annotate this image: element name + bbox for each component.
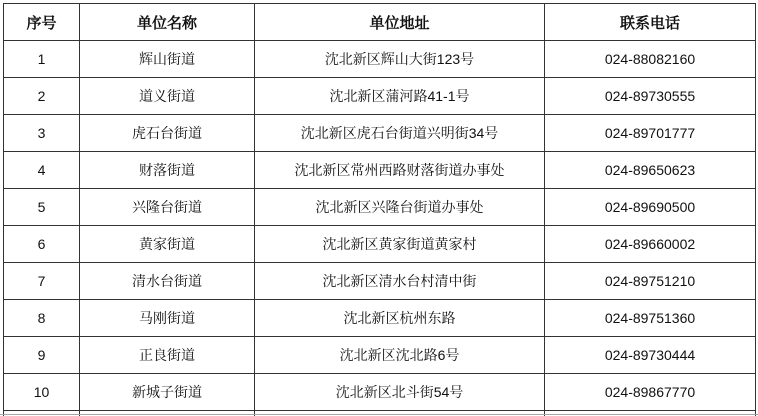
cell-seq: 7 [4, 263, 80, 300]
cell-name: 新城子街道 [80, 374, 255, 411]
cell-name: 虎石台街道 [80, 115, 255, 152]
cell-phone: 024-89650623 [545, 152, 756, 189]
table-row [4, 115, 756, 152]
table-row [4, 78, 756, 115]
cell-name: 黄家街道 [80, 226, 255, 263]
cell-seq: 9 [4, 337, 80, 374]
column-header-name: 单位名称 [80, 4, 255, 41]
cell-address: 沈北新区黄家街道黄家村 [255, 226, 545, 263]
table-row [4, 263, 756, 300]
cell-phone: 024-88082160 [545, 41, 756, 78]
table-row [4, 152, 756, 189]
cell-address: 沈北新区杭州东路 [255, 300, 545, 337]
cell-phone: 024-89751360 [545, 300, 756, 337]
cell-seq: 4 [4, 152, 80, 189]
table-row [4, 41, 756, 78]
cell-address: 沈北新区蒲河路41-1号 [255, 78, 545, 115]
cell-seq: 3 [4, 115, 80, 152]
cell-name: 辉山街道 [80, 41, 255, 78]
cell-address: 沈北新区辉山大街123号 [255, 41, 545, 78]
cell-address: 沈北新区兴隆台街道办事处 [255, 189, 545, 226]
cell-address: 沈北新区北斗街54号 [255, 374, 545, 411]
table-row [4, 189, 756, 226]
cell-seq: 1 [4, 41, 80, 78]
cell-seq: 10 [4, 374, 80, 411]
header-row [4, 4, 756, 41]
cell-phone: 024-89751210 [545, 263, 756, 300]
cell-seq: 2 [4, 78, 80, 115]
cell-seq: 8 [4, 300, 80, 337]
cell-name: 道义街道 [80, 78, 255, 115]
cell-name: 财落街道 [80, 152, 255, 189]
cell-name: 正良街道 [80, 337, 255, 374]
cell-phone: 024-89730444 [545, 337, 756, 374]
column-header-phone: 联系电话 [545, 4, 756, 41]
street-office-contact-table [3, 3, 756, 416]
column-header-seq: 序号 [4, 4, 80, 41]
cell-address: 沈北新区清水台村清中街 [255, 263, 545, 300]
cell-phone: 024-89690500 [545, 189, 756, 226]
cell-name: 兴隆台街道 [80, 189, 255, 226]
table-row [4, 337, 756, 374]
cell-address: 沈北新区常州西路财落街道办事处 [255, 152, 545, 189]
table-row [4, 374, 756, 411]
table-row [4, 226, 756, 263]
cell-address: 沈北新区虎石台街道兴明街34号 [255, 115, 545, 152]
column-header-address: 单位地址 [255, 4, 545, 41]
cell-seq: 5 [4, 189, 80, 226]
cell-seq: 6 [4, 226, 80, 263]
table-row [4, 300, 756, 337]
cell-phone: 024-89867770 [545, 374, 756, 411]
cell-name: 清水台街道 [80, 263, 255, 300]
cell-phone: 024-89701777 [545, 115, 756, 152]
cell-name: 马刚街道 [80, 300, 255, 337]
bottom-edge-line [0, 414, 758, 415]
cell-address: 沈北新区沈北路6号 [255, 337, 545, 374]
cell-phone: 024-89660002 [545, 226, 756, 263]
cell-phone: 024-89730555 [545, 78, 756, 115]
